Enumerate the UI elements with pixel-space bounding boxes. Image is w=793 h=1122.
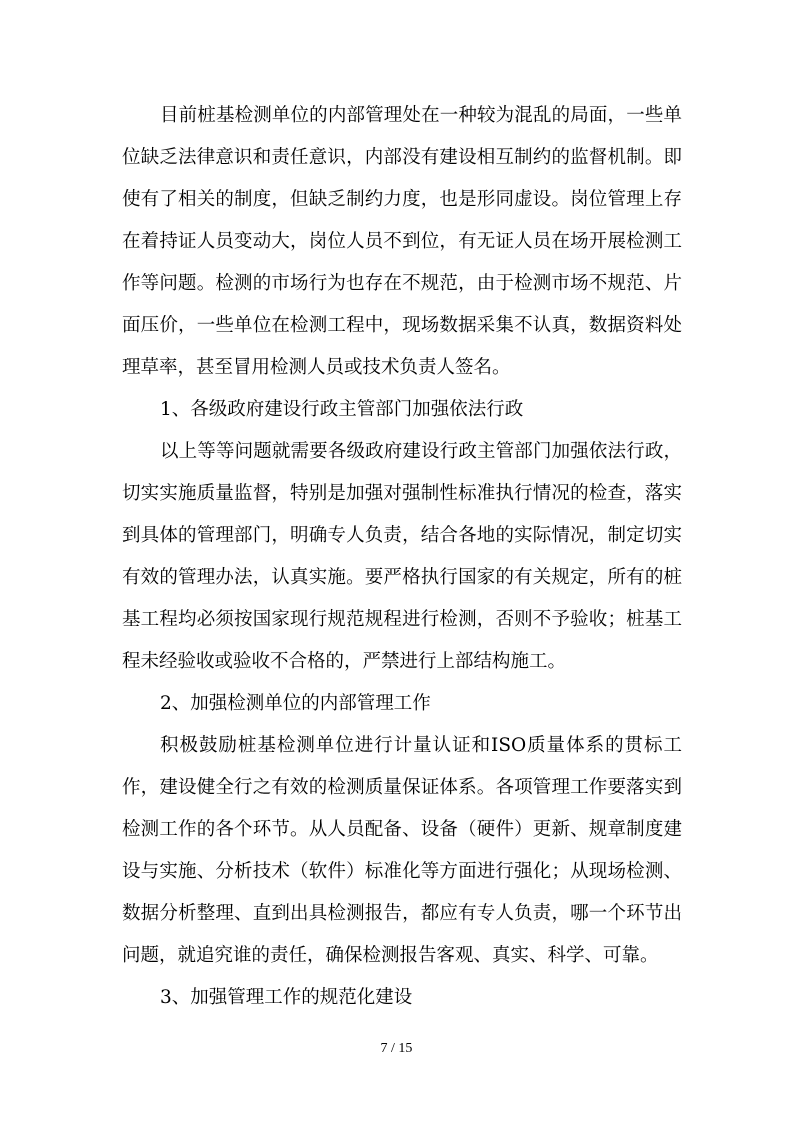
paragraph-line: 理草率，甚至冒用检测人员或技术负责人签名。 bbox=[122, 357, 511, 378]
section-heading: 1、各级政府建设行政主管部门加强依法行政 bbox=[160, 399, 524, 420]
paragraph-line: 切实实施质量监督，特别是加强对强制性标准执行情况的检查，落实 bbox=[122, 483, 682, 504]
paragraph-line: 位缺乏法律意识和责任意识，内部没有建设相互制约的监督机制。即 bbox=[122, 147, 682, 168]
paragraph-line: 到具体的管理部门，明确专人负责，结合各地的实际情况，制定切实 bbox=[122, 525, 682, 546]
paragraph-line: 设与实施、分析技术（软件）标准化等方面进行强化；从现场检测、 bbox=[122, 861, 682, 882]
paragraph-line: 使有了相关的制度，但缺乏制约力度，也是形同虚设。岗位管理上存 bbox=[122, 189, 682, 210]
paragraph-line: 检测工作的各个环节。从人员配备、设备（硬件）更新、规章制度建 bbox=[122, 819, 682, 840]
paragraph-line: 作等问题。检测的市场行为也存在不规范，由于检测市场不规范、片 bbox=[122, 273, 682, 294]
page-number: 7 / 15 bbox=[380, 1041, 413, 1056]
paragraph-line: 基工程均必须按国家现行规范规程进行检测，否则不予验收；桩基工 bbox=[122, 609, 682, 630]
paragraph-line: 目前桩基检测单位的内部管理处在一种较为混乱的局面，一些单 bbox=[160, 105, 682, 126]
paragraph-line: 在着持证人员变动大，岗位人员不到位，有无证人员在场开展检测工 bbox=[122, 231, 682, 252]
paragraph-line: 作，建设健全行之有效的检测质量保证体系。各项管理工作要落实到 bbox=[122, 777, 682, 798]
paragraph-line: 面压价，一些单位在检测工程中，现场数据采集不认真，数据资料处 bbox=[122, 315, 682, 336]
paragraph-line: 问题，就追究谁的责任，确保检测报告客观、真实、科学、可靠。 bbox=[122, 945, 659, 966]
paragraph-line: 数据分析整理、直到出具检测报告，都应有专人负责，哪一个环节出 bbox=[122, 903, 682, 924]
section-heading: 2、加强检测单位的内部管理工作 bbox=[160, 693, 431, 714]
paragraph-line: 积极鼓励桩基检测单位进行计量认证和ISO质量体系的贯标工 bbox=[160, 735, 682, 756]
paragraph-line: 以上等等问题就需要各级政府建设行政主管部门加强依法行政， bbox=[160, 441, 682, 462]
paragraph-line: 有效的管理办法，认真实施。要严格执行国家的有关规定，所有的桩 bbox=[122, 567, 682, 588]
section-heading: 3、加强管理工作的规范化建设 bbox=[160, 987, 413, 1008]
paragraph-line: 程未经验收或验收不合格的，严禁进行上部结构施工。 bbox=[122, 651, 567, 672]
